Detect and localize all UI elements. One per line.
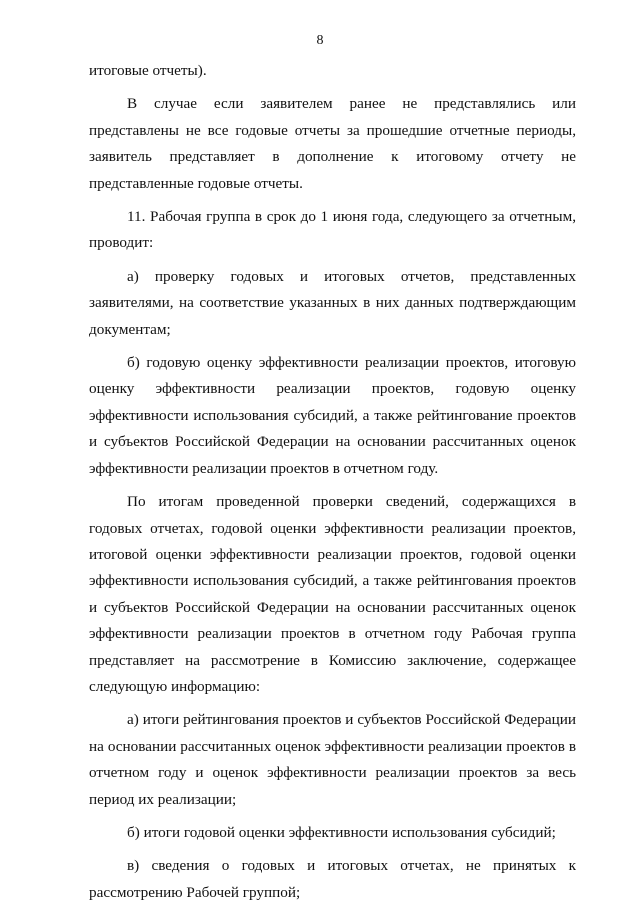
list-item-v-not-accepted-reports: в) сведения о годовых и итоговых отчетах, не принятых к рассмотрению Рабочей группой;	[89, 857, 576, 901]
list-item-b-evaluation: б) годовую оценку эффективности реализации проектов, итоговую оценку эффективности реализации проектов, годовую оценку эффективности использования субсидий, а также рейтингование проектов и субъектов Российской Федерации на основании рассчитанных оценок эффективности реализации проектов в отчетном году.	[89, 354, 576, 477]
page-number: 8	[316, 33, 324, 48]
document-body	[89, 58, 576, 906]
list-item-b-subsidy-results: б) итоги годовой оценки эффективности использования субсидий;	[127, 823, 556, 841]
paragraph-continuation: итоговые отчеты).	[89, 62, 207, 79]
list-item-a-rating-results: а) итоги рейтингования проектов и субъектов Российской Федерации на основании рассчитанных оценок эффективности реализации проектов в отчетном году и оценок эффективности реализации проектов за весь период их реализации;	[89, 711, 576, 808]
paragraph-clause-11: 11. Рабочая группа в срок до 1 июня года, следующего за отчетным, проводит:	[89, 208, 576, 252]
paragraph-annual-reports: В случае если заявителем ранее не представлялись или представлены не все годовые отчеты за прошедшие отчетные периоды, заявитель представляет в дополнение к итоговому отчету не представленные годовые отчеты.	[89, 95, 576, 192]
paragraph-working-group-results: По итогам проведенной проверки сведений, содержащихся в годовых отчетах, годовой оценки эффективности реализации проектов, итоговой оценки эффективности реализации проектов, годовой оценки эффективности использования субсидий, а также рейтингования проектов и субъектов Российской Федерации на основании рассчитанных оценок эффективности реализации проектов в отчетном году Рабочая группа представляет на рассмотрение в Комиссию заключение, содержащее следующую информацию:	[89, 493, 576, 695]
list-item-a-check: а) проверку годовых и итоговых отчетов, представленных заявителями, на соответствие указанных в них данных подтверждающим документам;	[89, 267, 576, 338]
